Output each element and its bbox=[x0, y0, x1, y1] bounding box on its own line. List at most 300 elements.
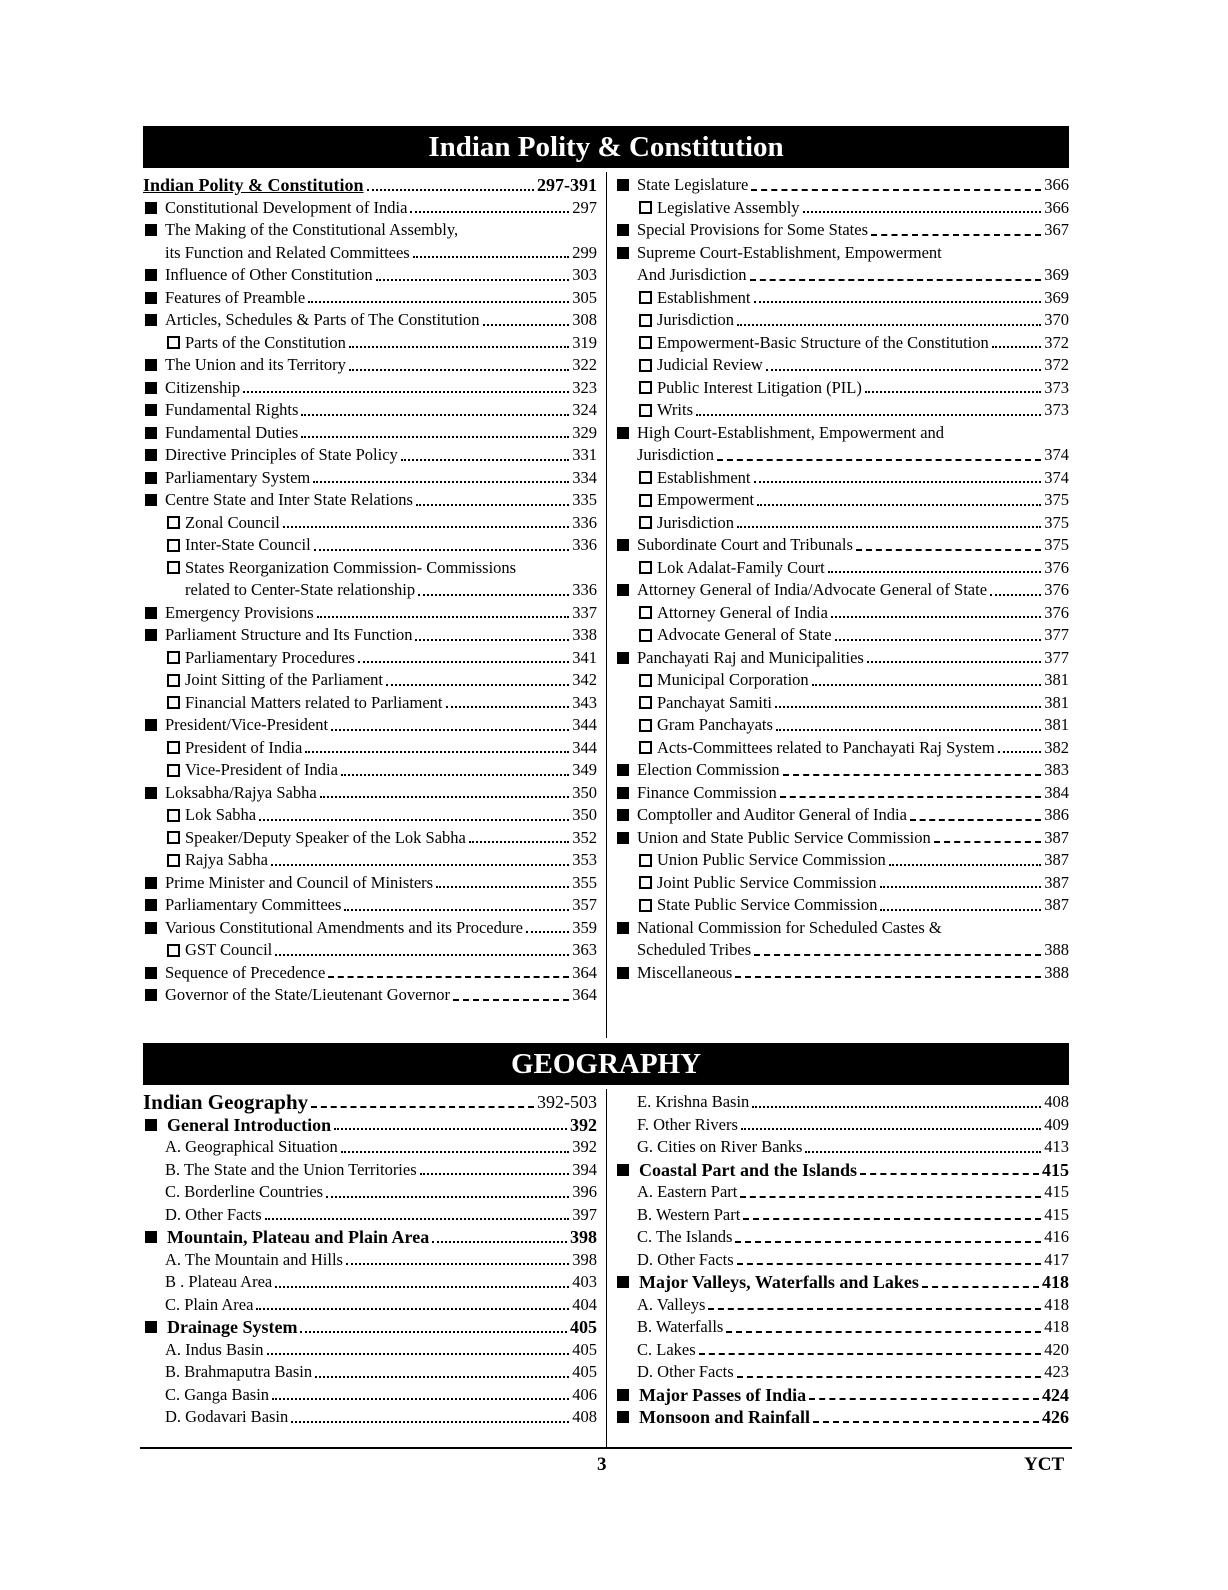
toc-entry-title: Empowerment bbox=[657, 490, 755, 509]
toc-entry-title: Panchayat Samiti bbox=[657, 692, 773, 712]
square-bullet-icon bbox=[145, 494, 157, 506]
toc-entry-title: Features of Preamble bbox=[165, 287, 306, 307]
toc-entry-page: 381 bbox=[1044, 715, 1069, 734]
toc-entry-title: State Public Service Commission bbox=[657, 895, 878, 914]
leader-line bbox=[328, 976, 569, 978]
toc-entry bbox=[143, 219, 597, 242]
toc-entry-page: 415 bbox=[1044, 1182, 1069, 1201]
toc-entry-title: Judicial Review bbox=[657, 355, 763, 374]
toc-entry bbox=[143, 444, 597, 467]
toc-entry-page: 336 bbox=[572, 580, 597, 599]
toc-entry-title: Inter-State Council bbox=[185, 535, 311, 554]
leader-line bbox=[418, 594, 569, 596]
leader-line bbox=[860, 1173, 1039, 1175]
toc-entry bbox=[143, 422, 597, 445]
toc-entry bbox=[143, 1316, 597, 1339]
square-bullet-icon bbox=[617, 809, 629, 821]
leader-line bbox=[311, 1106, 534, 1108]
toc-entry-page: 350 bbox=[572, 805, 597, 824]
toc-entry-page: 417 bbox=[1044, 1249, 1069, 1269]
toc-entry-page: 406 bbox=[572, 1384, 597, 1404]
square-bullet-icon bbox=[145, 269, 157, 281]
toc-entry-title: B. Western Part bbox=[637, 1204, 741, 1224]
hollow-square-bullet-icon bbox=[639, 494, 652, 507]
square-bullet-icon bbox=[145, 1321, 157, 1333]
toc-entry-page: 397 bbox=[572, 1204, 597, 1224]
toc-entry bbox=[615, 264, 1069, 287]
toc-entry-title: The Union and its Territory bbox=[165, 355, 346, 374]
toc-entry bbox=[615, 759, 1069, 782]
toc-entry-title: Influence of Other Constitution bbox=[165, 265, 373, 284]
toc-entry-page: 375 bbox=[1044, 535, 1069, 554]
toc-entry-page: 299 bbox=[572, 242, 597, 262]
toc-entry bbox=[143, 557, 597, 580]
toc-entry-page: 352 bbox=[572, 827, 597, 847]
square-bullet-icon bbox=[617, 427, 629, 439]
toc-entry-page: 366 bbox=[1044, 175, 1069, 194]
toc-entry-title: Attorney General of India bbox=[657, 602, 828, 622]
toc-entry bbox=[143, 692, 597, 715]
hollow-square-bullet-icon bbox=[639, 359, 652, 372]
toc-entry bbox=[143, 242, 597, 265]
leader-line bbox=[743, 1218, 1041, 1220]
toc-entry-title: General Introduction bbox=[167, 1114, 332, 1135]
toc-entry bbox=[615, 467, 1069, 490]
leader-line bbox=[436, 886, 569, 888]
toc-entry bbox=[143, 534, 597, 557]
toc-entry bbox=[143, 579, 597, 602]
hollow-square-bullet-icon bbox=[639, 899, 652, 912]
leader-line bbox=[735, 1241, 1041, 1243]
toc-entry-title: State Legislature bbox=[637, 175, 749, 194]
toc-entry-title: The Making of the Constitutional Assembly, bbox=[165, 220, 459, 239]
toc-entry-page: 331 bbox=[572, 445, 597, 464]
toc-entry bbox=[615, 849, 1069, 872]
toc-entry-title: Miscellaneous bbox=[637, 962, 733, 982]
toc-entry-title: Acts-Committees related to Panchayati Raj System bbox=[657, 737, 995, 757]
square-bullet-icon bbox=[145, 359, 157, 371]
hollow-square-bullet-icon bbox=[167, 764, 180, 777]
toc-entry bbox=[143, 287, 597, 310]
hollow-square-bullet-icon bbox=[167, 516, 180, 529]
leader-line bbox=[867, 661, 1041, 663]
toc-entry-page: 338 bbox=[572, 625, 597, 644]
leader-line bbox=[828, 571, 1042, 573]
toc-entry-title: Municipal Corporation bbox=[657, 670, 809, 689]
toc-entry-title: Legislative Assembly bbox=[657, 197, 800, 217]
toc-entry bbox=[143, 804, 597, 827]
toc-entry-title: C. Borderline Countries bbox=[165, 1182, 324, 1201]
toc-entry bbox=[143, 669, 597, 692]
toc-entry-page: 350 bbox=[572, 782, 597, 802]
toc-entry-title: E. Krishna Basin bbox=[637, 1092, 750, 1111]
toc-entry-title: A. The Mountain and Hills bbox=[165, 1249, 343, 1269]
square-bullet-icon bbox=[145, 967, 157, 979]
leader-line bbox=[314, 549, 570, 551]
leader-line bbox=[415, 639, 569, 641]
toc-entry-page: 376 bbox=[1044, 602, 1069, 622]
toc-entry-page: 387 bbox=[1044, 895, 1069, 914]
toc-entry-page: 369 bbox=[1044, 287, 1069, 307]
toc-entry bbox=[143, 1294, 597, 1317]
toc-entry bbox=[143, 174, 597, 197]
toc-entry-page: 335 bbox=[572, 490, 597, 509]
toc-entry bbox=[143, 917, 597, 940]
square-bullet-icon bbox=[145, 899, 157, 911]
square-bullet-icon bbox=[145, 224, 157, 236]
leader-line bbox=[526, 931, 569, 933]
toc-entry-page: 324 bbox=[572, 400, 597, 419]
leader-line bbox=[326, 1196, 569, 1198]
toc-column-right bbox=[615, 174, 1069, 984]
toc-entry bbox=[615, 1181, 1069, 1204]
toc-entry bbox=[143, 354, 597, 377]
leader-line bbox=[265, 1218, 570, 1220]
leader-line bbox=[750, 279, 1042, 281]
toc-entry bbox=[615, 1361, 1069, 1384]
square-bullet-icon bbox=[145, 472, 157, 484]
leader-line bbox=[410, 211, 569, 213]
toc-entry-title: Loksabha/Rajya Sabha bbox=[165, 782, 317, 802]
toc-entry-page: 376 bbox=[1044, 580, 1069, 599]
square-bullet-icon bbox=[145, 787, 157, 799]
page-number: 3 bbox=[597, 1454, 607, 1475]
square-bullet-icon bbox=[145, 449, 157, 461]
toc-entry-page: 426 bbox=[1042, 1407, 1069, 1427]
leader-line bbox=[812, 684, 1042, 686]
leader-line bbox=[446, 706, 570, 708]
toc-entry bbox=[143, 512, 597, 535]
toc-entry bbox=[615, 287, 1069, 310]
toc-entry-title: A. Indus Basin bbox=[165, 1339, 264, 1359]
toc-entry-page: 376 bbox=[1044, 557, 1069, 577]
toc-entry-page: 305 bbox=[572, 287, 597, 307]
leader-line bbox=[990, 594, 1041, 596]
toc-entry bbox=[615, 197, 1069, 220]
toc-entry bbox=[615, 512, 1069, 535]
toc-entry-title: High Court-Establishment, Empowerment and bbox=[637, 422, 945, 442]
leader-line bbox=[998, 751, 1042, 753]
toc-entry-page: 373 bbox=[1044, 400, 1069, 419]
leader-line bbox=[735, 976, 1041, 978]
toc-entry-page: 392 bbox=[570, 1114, 597, 1135]
hollow-square-bullet-icon bbox=[639, 471, 652, 484]
leader-line bbox=[754, 301, 1042, 303]
section-banner-polity: Indian Polity & Constitution bbox=[143, 126, 1069, 168]
toc-entry bbox=[615, 1204, 1069, 1227]
toc-entry-page: 404 bbox=[572, 1294, 597, 1314]
leader-line bbox=[305, 751, 569, 753]
square-bullet-icon bbox=[617, 832, 629, 844]
toc-entry-page: 424 bbox=[1042, 1384, 1069, 1405]
toc-entry-title: Major Valleys, Waterfalls and Lakes bbox=[639, 1272, 919, 1292]
leader-line bbox=[283, 526, 569, 528]
toc-entry-page: 308 bbox=[572, 310, 597, 329]
toc-entry-title: Parts of the Constitution bbox=[185, 332, 346, 352]
toc-entry-page: 388 bbox=[1044, 962, 1069, 982]
toc-entry-page: 353 bbox=[572, 850, 597, 869]
leader-line bbox=[803, 211, 1042, 213]
toc-entry bbox=[143, 827, 597, 850]
hollow-square-bullet-icon bbox=[167, 831, 180, 844]
toc-entry-title: Lok Sabha bbox=[185, 805, 257, 824]
toc-entry-page: 337 bbox=[572, 602, 597, 622]
toc-entry bbox=[143, 984, 597, 1007]
toc-entry-title: Citizenship bbox=[165, 377, 241, 397]
square-bullet-icon bbox=[617, 224, 629, 236]
toc-entry bbox=[615, 242, 1069, 265]
toc-entry-title: G. Cities on River Banks bbox=[637, 1137, 803, 1156]
toc-entry-title: Fundamental Duties bbox=[165, 422, 299, 442]
leader-line bbox=[835, 639, 1042, 641]
toc-entry-title: Jurisdiction bbox=[637, 445, 714, 464]
toc-entry-title: Gram Panchayats bbox=[657, 715, 773, 734]
toc-entry bbox=[143, 1339, 597, 1362]
toc-entry-page: 369 bbox=[1044, 265, 1069, 284]
toc-entry-page: 392-503 bbox=[537, 1092, 597, 1112]
toc-entry bbox=[615, 1339, 1069, 1362]
leader-line bbox=[754, 954, 1041, 956]
toc-entry-title: Rajya Sabha bbox=[185, 850, 268, 869]
toc-entry-title: Union and State Public Service Commission bbox=[637, 827, 931, 847]
leader-line bbox=[992, 346, 1041, 348]
toc-entry bbox=[143, 1091, 597, 1114]
leader-line bbox=[809, 1398, 1039, 1400]
leader-line bbox=[699, 1353, 1042, 1355]
toc-entry-page: 375 bbox=[1044, 490, 1069, 509]
toc-entry-title: D. Other Facts bbox=[637, 1362, 734, 1381]
toc-entry bbox=[615, 309, 1069, 332]
toc-entry bbox=[615, 1136, 1069, 1159]
toc-entry-page: 344 bbox=[572, 715, 597, 734]
toc-entry-page: 420 bbox=[1044, 1339, 1069, 1359]
toc-entry bbox=[615, 692, 1069, 715]
toc-entry-title: C. The Islands bbox=[637, 1227, 733, 1246]
leader-line bbox=[910, 819, 1041, 821]
toc-entry bbox=[615, 399, 1069, 422]
square-bullet-icon bbox=[145, 719, 157, 731]
toc-entry-title: Empowerment-Basic Structure of the Constitution bbox=[657, 332, 989, 352]
leader-line bbox=[752, 1106, 1041, 1108]
toc-entry-page: 418 bbox=[1044, 1317, 1069, 1336]
toc-entry bbox=[615, 737, 1069, 760]
hollow-square-bullet-icon bbox=[167, 651, 180, 664]
square-bullet-icon bbox=[617, 1411, 629, 1423]
square-bullet-icon bbox=[617, 1276, 629, 1288]
toc-entry-title: Financial Matters related to Parliament bbox=[185, 692, 443, 712]
toc-entry-page: 408 bbox=[572, 1407, 597, 1426]
hollow-square-bullet-icon bbox=[639, 854, 652, 867]
hollow-square-bullet-icon bbox=[167, 741, 180, 754]
toc-entry bbox=[143, 849, 597, 872]
toc-entry-title: Supreme Court-Establishment, Empowerment bbox=[637, 242, 942, 262]
toc-entry bbox=[143, 714, 597, 737]
toc-entry-title: Mountain, Plateau and Plain Area bbox=[167, 1227, 430, 1247]
toc-entry-title: Major Passes of India bbox=[639, 1384, 807, 1405]
toc-entry-title: Subordinate Court and Tribunals bbox=[637, 535, 853, 554]
toc-entry bbox=[143, 1136, 597, 1159]
toc-entry-page: 364 bbox=[572, 985, 597, 1004]
toc-entry-title: Scheduled Tribes bbox=[637, 940, 752, 959]
hollow-square-bullet-icon bbox=[167, 854, 180, 867]
toc-entry-title: Finance Commission bbox=[637, 782, 777, 802]
leader-line bbox=[317, 616, 570, 618]
toc-entry-page: 366 bbox=[1044, 197, 1069, 217]
square-bullet-icon bbox=[145, 1231, 157, 1243]
toc-entry-page: 372 bbox=[1044, 355, 1069, 374]
toc-entry bbox=[615, 1114, 1069, 1137]
toc-entry bbox=[143, 264, 597, 287]
toc-entry-title: A. Valleys bbox=[637, 1294, 706, 1314]
leader-line bbox=[780, 796, 1041, 798]
square-bullet-icon bbox=[145, 989, 157, 1001]
toc-entry-title: B. Waterfalls bbox=[637, 1317, 724, 1336]
toc-entry bbox=[143, 1181, 597, 1204]
toc-entry bbox=[615, 557, 1069, 580]
toc-entry bbox=[143, 1249, 597, 1272]
hollow-square-bullet-icon bbox=[167, 539, 180, 552]
toc-entry bbox=[615, 939, 1069, 962]
toc-entry bbox=[615, 1271, 1069, 1294]
hollow-square-bullet-icon bbox=[639, 404, 652, 417]
toc-entry-title: Constitutional Development of India bbox=[165, 197, 408, 217]
leader-line bbox=[453, 999, 569, 1001]
leader-line bbox=[291, 1421, 569, 1423]
leader-line bbox=[346, 1263, 569, 1265]
toc-entry-title: Indian Geography bbox=[143, 1090, 309, 1114]
toc-column-right bbox=[615, 1091, 1069, 1429]
hollow-square-bullet-icon bbox=[639, 674, 652, 687]
leader-line bbox=[334, 1128, 567, 1130]
toc-entry-title: Emergency Provisions bbox=[165, 602, 314, 622]
toc-entry bbox=[615, 444, 1069, 467]
toc-entry bbox=[143, 872, 597, 895]
toc-entry-page: 408 bbox=[1044, 1092, 1069, 1111]
leader-line bbox=[349, 369, 569, 371]
toc-entry-page: 382 bbox=[1044, 737, 1069, 757]
toc-entry-page: 387 bbox=[1044, 827, 1069, 847]
toc-column-left bbox=[143, 174, 597, 1007]
toc-entry-title: B. Brahmaputra Basin bbox=[165, 1362, 313, 1381]
toc-entry bbox=[143, 1406, 597, 1429]
square-bullet-icon bbox=[617, 787, 629, 799]
toc-entry bbox=[615, 804, 1069, 827]
hollow-square-bullet-icon bbox=[167, 696, 180, 709]
toc-entry-page: 374 bbox=[1044, 445, 1069, 464]
toc-entry-title: A. Eastern Part bbox=[637, 1182, 738, 1201]
toc-entry bbox=[615, 624, 1069, 647]
toc-entry-page: 297 bbox=[572, 197, 597, 217]
leader-line bbox=[737, 1376, 1042, 1378]
leader-line bbox=[267, 1353, 570, 1355]
toc-entry-page: 413 bbox=[1044, 1137, 1069, 1156]
leader-line bbox=[275, 954, 569, 956]
toc-entry-page: 403 bbox=[572, 1272, 597, 1291]
toc-entry-title: Articles, Schedules & Parts of The Constitution bbox=[165, 310, 480, 329]
toc-entry-page: 343 bbox=[572, 692, 597, 712]
leader-line bbox=[376, 279, 570, 281]
square-bullet-icon bbox=[145, 427, 157, 439]
toc-entry-page: 415 bbox=[1044, 1204, 1069, 1224]
toc-entry-page: 373 bbox=[1044, 377, 1069, 397]
leader-line bbox=[889, 864, 1042, 866]
toc-entry-title: Comptoller and Auditor General of India bbox=[637, 805, 907, 824]
toc-entry bbox=[143, 647, 597, 670]
square-bullet-icon bbox=[617, 247, 629, 259]
toc-entry-title: Vice-President of India bbox=[185, 760, 338, 779]
toc-entry bbox=[615, 669, 1069, 692]
toc-entry-title: Centre State and Inter State Relations bbox=[165, 490, 413, 509]
toc-entry bbox=[615, 602, 1069, 625]
toc-entry-page: 377 bbox=[1044, 625, 1069, 644]
toc-entry-title: President of India bbox=[185, 737, 303, 757]
column-divider bbox=[606, 172, 607, 1038]
toc-entry bbox=[615, 219, 1069, 242]
toc-entry-title: C. Ganga Basin bbox=[165, 1384, 270, 1404]
toc-entry bbox=[143, 737, 597, 760]
toc-entry bbox=[615, 489, 1069, 512]
leader-line bbox=[856, 549, 1041, 551]
hollow-square-bullet-icon bbox=[639, 719, 652, 732]
toc-entry bbox=[143, 759, 597, 782]
toc-entry-page: 359 bbox=[572, 917, 597, 937]
toc-entry-page: 386 bbox=[1044, 805, 1069, 824]
leader-line bbox=[776, 729, 1041, 731]
toc-entry-page: 336 bbox=[572, 512, 597, 532]
toc-entry bbox=[143, 1361, 597, 1384]
toc-entry-page: 381 bbox=[1044, 692, 1069, 712]
toc-entry-page: 341 bbox=[572, 647, 597, 667]
section-banner-geography: GEOGRAPHY bbox=[143, 1043, 1069, 1085]
toc-entry-page: 370 bbox=[1044, 310, 1069, 329]
toc-entry-page: 323 bbox=[572, 377, 597, 397]
toc-entry bbox=[615, 1294, 1069, 1317]
square-bullet-icon bbox=[617, 584, 629, 596]
toc-entry-page: 375 bbox=[1044, 512, 1069, 532]
leader-line bbox=[301, 414, 569, 416]
square-bullet-icon bbox=[617, 652, 629, 664]
toc-entry bbox=[143, 332, 597, 355]
toc-entry-page: 387 bbox=[1044, 872, 1069, 892]
toc-entry bbox=[615, 714, 1069, 737]
toc-entry-title: Prime Minister and Council of Ministers bbox=[165, 872, 434, 892]
leader-line bbox=[726, 1331, 1041, 1333]
hollow-square-bullet-icon bbox=[639, 336, 652, 349]
square-bullet-icon bbox=[617, 539, 629, 551]
square-bullet-icon bbox=[145, 382, 157, 394]
toc-entry-title: Attorney General of India/Advocate General of State bbox=[637, 580, 988, 599]
leader-line bbox=[275, 1286, 569, 1288]
toc-entry bbox=[615, 1249, 1069, 1272]
hollow-square-bullet-icon bbox=[639, 696, 652, 709]
toc-entry bbox=[143, 467, 597, 490]
hollow-square-bullet-icon bbox=[639, 876, 652, 889]
hollow-square-bullet-icon bbox=[639, 291, 652, 304]
toc-entry-title: Indian Polity & Constitution bbox=[143, 175, 364, 195]
leader-line bbox=[783, 774, 1042, 776]
toc-entry bbox=[143, 399, 597, 422]
toc-entry bbox=[143, 309, 597, 332]
leader-line bbox=[775, 706, 1041, 708]
toc-entry bbox=[615, 332, 1069, 355]
toc-entry bbox=[615, 534, 1069, 557]
leader-line bbox=[766, 369, 1041, 371]
leader-line bbox=[751, 189, 1041, 191]
toc-entry-title: Parliamentary Committees bbox=[165, 895, 342, 914]
toc-entry-page: 405 bbox=[572, 1362, 597, 1381]
toc-entry-title: Establishment bbox=[657, 467, 751, 487]
toc-entry-page: 398 bbox=[572, 1249, 597, 1269]
